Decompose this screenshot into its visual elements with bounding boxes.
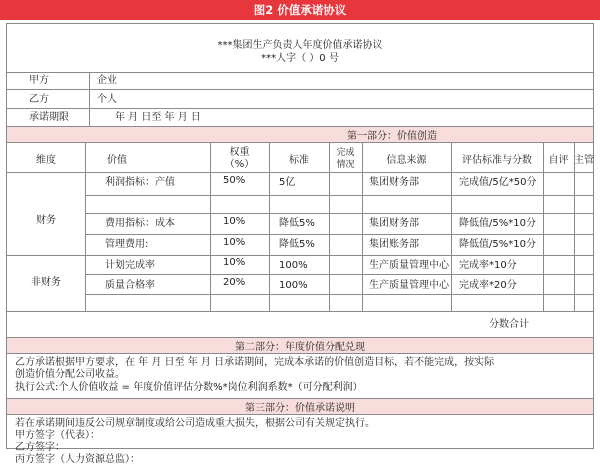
row-eval-cell: 完成值/5亿*50分	[459, 177, 537, 188]
part1-title-band	[7, 126, 593, 143]
part2-text-line1: 乙方承诺根据甲方要求，在 年 月 日至 年 月 日承诺期间，完成本承诺的价值创造目标，若不能完成，按实际	[15, 357, 495, 368]
dimension-non-finance: 非财务	[31, 277, 61, 288]
period-label: 承诺期限	[29, 112, 69, 123]
row-source-cell: 集团账务部	[369, 239, 419, 250]
row-standard-cell: 5亿	[279, 177, 296, 188]
row-standard-cell: 100%	[279, 280, 308, 291]
col-header-supervisor: 主管	[574, 155, 594, 166]
col-header-eval: 评估标准与分数	[462, 155, 532, 166]
row-eval-cell: 完成率*20分	[459, 280, 517, 291]
row-weight-cell: 50%	[223, 175, 246, 186]
row-value-cell: 费用指标：成本	[105, 218, 175, 229]
row-eval-cell: 降低值/5%*10分	[459, 218, 536, 229]
figure-title-banner	[0, 0, 600, 20]
party-b-label: 乙方	[29, 94, 49, 105]
signature-party-c: 丙方签字（人力资源总监）：	[15, 454, 140, 465]
part1-title: 第一部分：价值创造	[347, 131, 437, 142]
col-header-value: 价值	[107, 155, 127, 166]
col-header-standard: 标准	[289, 155, 309, 166]
period-value: 年 月 日至 年 月 日	[115, 112, 201, 123]
dimension-finance: 财务	[36, 215, 56, 226]
signature-party-b: 乙方签字：	[15, 442, 65, 453]
row-value-cell: 质量合格率	[105, 280, 155, 291]
part3-title-band	[7, 398, 593, 415]
document-title-block	[7, 24, 593, 73]
col-header-self-eval: 自评	[548, 155, 569, 166]
party-a-value: 企业	[97, 75, 117, 86]
row-eval-cell: 完成率*10分	[459, 260, 517, 271]
col-header-weight: 权重 （%）	[224, 147, 255, 170]
row-weight-cell: 10%	[223, 216, 246, 227]
row-weight-cell: 10%	[223, 237, 246, 248]
col-header-dimension: 维度	[36, 155, 56, 166]
row-source-cell: 集团财务部	[369, 177, 419, 188]
part3-title: 第三部分：价值承诺说明	[245, 403, 355, 414]
document-number: ***人字（ ）0 号	[261, 53, 339, 64]
part2-title-band	[7, 337, 593, 354]
agreement-document	[6, 23, 594, 465]
row-standard-cell: 降低5%	[279, 218, 315, 229]
total-score-label: 分数合计	[489, 319, 529, 330]
row-value-cell: 管理费用:	[105, 239, 149, 250]
row-source-cell: 生产质量管理中心	[369, 260, 449, 271]
row-eval-cell: 降低值/5%*10分	[459, 239, 536, 250]
signature-party-a: 甲方签字（代表）：	[15, 430, 100, 441]
row-standard-cell: 降低5%	[279, 239, 315, 250]
col-header-source: 信息来源	[386, 155, 427, 166]
part2-formula: 执行公式:个人价值收益 = 年度价值评估分数%*岗位利润系数*（可分配利润）	[15, 382, 363, 393]
row-value-cell: 计划完成率	[105, 260, 155, 271]
col-header-completion: 完成 情况	[336, 148, 355, 170]
row-value-cell: 利润指标：产值	[105, 177, 175, 188]
row-weight-cell: 20%	[223, 277, 246, 288]
part3-text: 若在承诺期间违反公司规章制度或给公司造成重大损失，根据公司有关规定执行。	[15, 418, 375, 429]
row-standard-cell: 100%	[279, 260, 308, 271]
part2-text-line2: 创造价值分配公司收益。	[15, 369, 125, 380]
party-b-value: 个人	[97, 94, 117, 105]
row-source-cell: 集团财务部	[369, 218, 419, 229]
party-a-label: 甲方	[29, 75, 49, 86]
document-title: ***集团生产负责人年度价值承诺协议	[217, 40, 383, 51]
row-source-cell: 生产质量管理中心	[369, 280, 449, 291]
part2-title: 第二部分：年度价值分配兑现	[235, 342, 365, 353]
figure-title: 图2 价值承诺协议	[253, 3, 347, 17]
row-weight-cell: 10%	[223, 257, 246, 268]
